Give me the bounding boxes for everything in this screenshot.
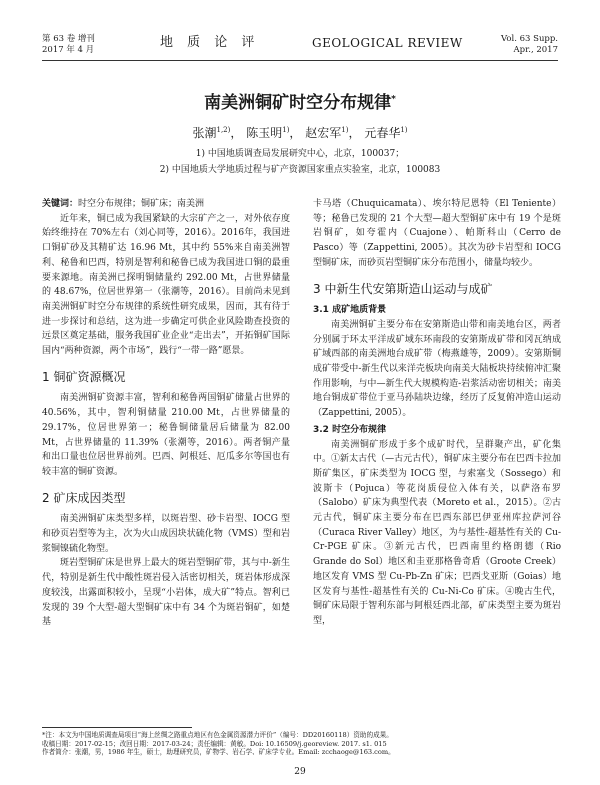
author	[305, 126, 360, 140]
author-sep: ，	[289, 126, 302, 140]
keywords-text: 时空分布规律；铜矿床；南美洲	[78, 199, 205, 209]
author-name: 元春华	[364, 126, 401, 140]
author-affil-mark: 1,2)	[216, 126, 231, 134]
subsection-3-1-paragraph: 南美洲铜矿主要分布在安第斯造山带和南美地台区，两者分别属于环太平洋成矿域东环南段的安第斯成矿带和冈瓦纳成矿域西部的南美洲地台成矿带（梅燕雄等，2009）。安第斯铜成矿带受中-新生代以来洋壳板块向南美大陆板块持续俯冲汇聚作用影响，与中—新生代大规模构造-岩浆活动密切相关；南美地台铜成矿带位于亚马孙陆块边缘，经历了反复俯冲造山运动（Zappettini, 2005）。	[313, 319, 561, 419]
affiliation-1: 1) 中国地质调查局发展研究中心，北京，100037；	[195, 149, 405, 159]
author	[246, 126, 301, 140]
header-volume-en	[501, 34, 558, 56]
author-name: 赵宏军	[305, 126, 342, 140]
footnote-dates: 收稿日期：2017-02-15；改回日期：2017-03-24；责任编辑：黄敏。Doi: 10.16509/j.georeview. 2017. s1. 015	[42, 739, 387, 748]
header-vol-cn: 第 63 卷 增刊	[42, 34, 95, 44]
article-title	[0, 88, 600, 113]
intro-paragraph: 近年来，铜已成为我国紧缺的大宗矿产之一，对外依存度始终维持在 70%左右（刘心同等，2016）。2016年，我国进口铜矿砂及其精矿达 16.96 Mt，其中约 55%来自南美洲智利、秘鲁和巴西，特别是智利和秘鲁已成为我国进口铜的最重要来源地。南美洲已探明铜储量约 292.00 Mt，占世界储量的 48.67%，位居世界第一（张潮等，2016）。目前尚未见到南美洲铜矿时空分布规律的系统性研究成果，因而，其有待于进一步探讨和总结，这为进一步确定可供企业风险勘查投资的远景区奠定基础，服务我国矿业企业“走出去”，开拓铜矿国际国内“两种资源，两个市场”，践行“一带一路”愿景。	[42, 213, 290, 357]
page-number: 29	[294, 767, 306, 777]
author-sep: ，	[230, 126, 243, 140]
section-heading-3: 3 中新生代安第斯造山运动与成矿	[313, 281, 493, 296]
title-footnote-mark: *	[391, 94, 396, 105]
section-2-paragraph-1: 南美洲铜矿床类型多样，以斑岩型、砂卡岩型、IOCG 型和砂页岩型等为主，次为火山成因块状硫化物（VMS）型和岩浆铜镍硫化物型。	[42, 514, 290, 554]
journal-name-en: GEOLOGICAL REVIEW	[312, 36, 463, 50]
left-column	[42, 197, 290, 630]
continued-paragraph: 卡马塔（Chuquicamata）、埃尔特尼恩特（El Teniente）等；秘鲁已发现的 21 个大型—超大型铜矿床中有 19 个是斑岩铜矿，如夸霍内（Cuajone）、帕斯科山（Cerro de Pasco）等（Zappettini, 2005）。其次为砂卡岩型和 IOCG 型铜矿床，而砂页岩型铜矿床分布范围小，储量均较少。	[313, 199, 561, 268]
author-list	[0, 124, 600, 141]
author-sep: ，	[348, 126, 361, 140]
title-text: 南美洲铜矿时空分布规律	[204, 93, 392, 113]
author-name: 陈玉明	[246, 126, 283, 140]
header-date-cn: 2017 年 4 月	[42, 45, 95, 55]
subsection-3-2-paragraph: 南美洲铜矿形成于多个成矿时代，呈群聚产出，矿化集中。①新太古代（—古元古代），铜矿床主要分布在巴西卡拉加斯矿集区，矿床类型为 IOCG 型，与索塞戈（Sossego）和波斯卡（Pojuca）等花岗质侵位入体有关，以萨洛布罗（Salobo）矿床为典型代表（Moreto et al.，2015）。②古元古代，铜矿床主要分布在巴西东部巴伊亚州库拉萨河谷（Curaca River Valley）地区，为与基性-超基性有关的 Cu-Cr-PGE 矿床。③新元古代，巴西南里约格朗德（Rio Grande do Sol）地区和圭亚那格鲁奇盾（Groote Creek）地区发育 VMS 型 Cu-Pb-Zn 矿床；巴西戈亚斯（Goias）地区发育与基性-超基性有关的 Cu-Ni-Co 矿床。④晚古生代，铜矿床局限于智利东部与阿根廷西北部，矿床类型主要为斑岩型，	[313, 439, 561, 626]
header-rule	[42, 60, 558, 61]
author-affil-mark: 1)	[400, 126, 408, 134]
author	[364, 126, 407, 140]
author-name: 张潮	[192, 126, 217, 140]
section-heading-2: 2 矿床成因类型	[42, 490, 126, 505]
subsection-heading-3-1: 3.1 成矿地质背景	[313, 305, 387, 316]
keywords	[42, 197, 290, 212]
section-1-paragraph: 南美洲铜矿资源丰富，智利和秘鲁两国铜矿储量占世界的 40.56%，其中，智利铜储量 210.00 Mt，占世界储量的 29.17%，位居世界第一；秘鲁铜储量居后储量为 82.00 Mt，占世界储量的 11.39%（张潮等，2016）。两者铜产量和出口量也位居世界前列。巴西、阿根廷、厄瓜多尔等国也有较丰富的铜矿资源。	[42, 393, 290, 477]
author-affil-mark: 1)	[341, 126, 349, 134]
header-volume-cn	[42, 34, 95, 56]
section-heading-1: 1 铜矿资源概况	[42, 369, 126, 384]
header-vol-en: Vol. 63 Supp.	[501, 34, 558, 44]
running-header	[42, 34, 558, 58]
section-2-paragraph-2: 斑岩型铜矿床是世界上最大的斑岩型铜矿带，其与中-新生代，特别是新生代中酸性斑岩侵入活密切相关，斑岩体形成深度较浅，出露面积较小，呈现“小岩体，成大矿”特点。智利已发现的 39 个大型-超大型铜矿床中有 34 个为斑岩铜矿，如楚基	[42, 558, 290, 628]
subsection-heading-3-2: 3.2 时空分布规律	[313, 424, 387, 435]
footnote-funding: *注：本文为中国地质调查局项目“海上丝绸之路重点地区有色金属资源潜力评价”（编号：DD20160118）资助的成果。	[42, 731, 393, 739]
author-affil-mark: 1)	[282, 126, 290, 134]
keywords-label: 关键词：	[42, 199, 79, 209]
header-date-en: Apr., 2017	[513, 45, 558, 55]
right-column	[313, 197, 561, 629]
affiliation-2: 2) 中国地质大学地质过程与矿产资源国家重点实验室，北京，100083	[159, 165, 441, 175]
footnote-rule	[42, 727, 192, 728]
author	[192, 126, 242, 140]
footnote	[42, 731, 558, 757]
journal-name-cn: 地 质 论 评	[160, 35, 260, 50]
footnote-author-bio: 作者简介：张潮，男，1986 年生，硕士，助理研究员，矿物学、岩石学、矿床学专业。Email: zcchaoge@163.com。	[42, 748, 395, 757]
